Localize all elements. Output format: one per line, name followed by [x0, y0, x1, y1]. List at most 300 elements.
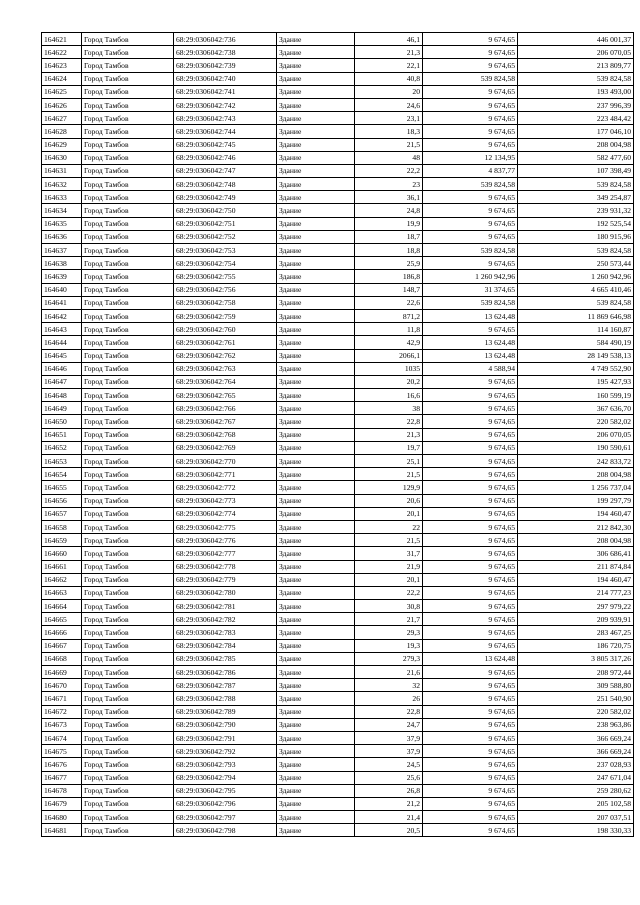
object-type-cell: Здание	[277, 98, 355, 111]
cadastral-number-cell: 68:29:0306042:750	[174, 204, 277, 217]
locality-cell: Город Тамбов	[82, 138, 174, 151]
table-row	[42, 441, 634, 454]
cadastral-number-cell: 68:29:0306042:785	[174, 652, 277, 665]
cadastral-value-cell: 11 869 646,98	[518, 309, 634, 322]
area-cell: 19,7	[355, 441, 423, 454]
object-type-cell: Здание	[277, 692, 355, 705]
row-number-cell: 164644	[42, 336, 82, 349]
table-row	[42, 362, 634, 375]
table-row	[42, 639, 634, 652]
table-row	[42, 85, 634, 98]
cadastral-number-cell: 68:29:0306042:758	[174, 296, 277, 309]
cadastral-value-cell: 195 427,93	[518, 375, 634, 388]
locality-cell: Город Тамбов	[82, 33, 174, 46]
cadastral-number-cell: 68:29:0306042:796	[174, 797, 277, 810]
row-number-cell: 164642	[42, 309, 82, 322]
row-number-cell: 164646	[42, 362, 82, 375]
cadastral-value-cell: 208 004,98	[518, 138, 634, 151]
object-type-cell: Здание	[277, 33, 355, 46]
object-type-cell: Здание	[277, 520, 355, 533]
locality-cell: Город Тамбов	[82, 784, 174, 797]
cadastral-value-cell: 192 525,54	[518, 217, 634, 230]
area-cell: 22,8	[355, 705, 423, 718]
unit-value-cell: 9 674,65	[423, 59, 518, 72]
cadastral-number-cell: 68:29:0306042:774	[174, 507, 277, 520]
unit-value-cell: 539 824,58	[423, 72, 518, 85]
cadastral-value-cell: 220 582,02	[518, 705, 634, 718]
unit-value-cell: 9 674,65	[423, 138, 518, 151]
area-cell: 25,9	[355, 257, 423, 270]
locality-cell: Город Тамбов	[82, 797, 174, 810]
object-type-cell: Здание	[277, 336, 355, 349]
table-row	[42, 481, 634, 494]
table-row	[42, 560, 634, 573]
table-row	[42, 626, 634, 639]
area-cell: 20,1	[355, 507, 423, 520]
object-type-cell: Здание	[277, 652, 355, 665]
row-number-cell: 164648	[42, 389, 82, 402]
table-row	[42, 679, 634, 692]
row-number-cell: 164624	[42, 72, 82, 85]
cadastral-value-cell: 247 671,04	[518, 771, 634, 784]
unit-value-cell: 9 674,65	[423, 560, 518, 573]
cadastral-number-cell: 68:29:0306042:768	[174, 428, 277, 441]
table-row	[42, 415, 634, 428]
area-cell: 16,6	[355, 389, 423, 402]
table-row	[42, 771, 634, 784]
table-row	[42, 745, 634, 758]
locality-cell: Город Тамбов	[82, 811, 174, 824]
cadastral-number-cell: 68:29:0306042:781	[174, 600, 277, 613]
unit-value-cell: 9 674,65	[423, 468, 518, 481]
cadastral-number-cell: 68:29:0306042:739	[174, 59, 277, 72]
locality-cell: Город Тамбов	[82, 547, 174, 560]
unit-value-cell: 9 674,65	[423, 455, 518, 468]
locality-cell: Город Тамбов	[82, 375, 174, 388]
unit-value-cell: 9 674,65	[423, 98, 518, 111]
row-number-cell: 164634	[42, 204, 82, 217]
cadastral-value-cell: 213 809,77	[518, 59, 634, 72]
unit-value-cell: 9 674,65	[423, 520, 518, 533]
locality-cell: Город Тамбов	[82, 428, 174, 441]
area-cell: 24,7	[355, 718, 423, 731]
object-type-cell: Здание	[277, 441, 355, 454]
cadastral-number-cell: 68:29:0306042:773	[174, 494, 277, 507]
cadastral-value-cell: 206 070,05	[518, 46, 634, 59]
cadastral-number-cell: 68:29:0306042:738	[174, 46, 277, 59]
area-cell: 22,6	[355, 296, 423, 309]
area-cell: 42,9	[355, 336, 423, 349]
row-number-cell: 164669	[42, 666, 82, 679]
row-number-cell: 164660	[42, 547, 82, 560]
unit-value-cell: 9 674,65	[423, 797, 518, 810]
unit-value-cell: 9 674,65	[423, 692, 518, 705]
table-row	[42, 230, 634, 243]
object-type-cell: Здание	[277, 204, 355, 217]
locality-cell: Город Тамбов	[82, 586, 174, 599]
locality-cell: Город Тамбов	[82, 402, 174, 415]
object-type-cell: Здание	[277, 586, 355, 599]
table-row	[42, 534, 634, 547]
row-number-cell: 164680	[42, 811, 82, 824]
locality-cell: Город Тамбов	[82, 771, 174, 784]
cadastral-value-cell: 160 599,19	[518, 389, 634, 402]
table-row	[42, 600, 634, 613]
cadastral-number-cell: 68:29:0306042:797	[174, 811, 277, 824]
row-number-cell: 164625	[42, 85, 82, 98]
cadastral-value-table	[41, 32, 634, 837]
object-type-cell: Здание	[277, 59, 355, 72]
area-cell: 18,8	[355, 244, 423, 257]
table-row	[42, 164, 634, 177]
area-cell: 36,1	[355, 191, 423, 204]
locality-cell: Город Тамбов	[82, 244, 174, 257]
row-number-cell: 164671	[42, 692, 82, 705]
locality-cell: Город Тамбов	[82, 309, 174, 322]
area-cell: 26,8	[355, 784, 423, 797]
unit-value-cell: 9 674,65	[423, 613, 518, 626]
row-number-cell: 164670	[42, 679, 82, 692]
locality-cell: Город Тамбов	[82, 230, 174, 243]
row-number-cell: 164639	[42, 270, 82, 283]
object-type-cell: Здание	[277, 72, 355, 85]
table-row	[42, 455, 634, 468]
unit-value-cell: 9 674,65	[423, 705, 518, 718]
unit-value-cell: 9 674,65	[423, 666, 518, 679]
area-cell: 37,9	[355, 731, 423, 744]
locality-cell: Город Тамбов	[82, 692, 174, 705]
table-row	[42, 257, 634, 270]
locality-cell: Город Тамбов	[82, 666, 174, 679]
unit-value-cell: 9 674,65	[423, 191, 518, 204]
row-number-cell: 164650	[42, 415, 82, 428]
locality-cell: Город Тамбов	[82, 520, 174, 533]
cadastral-number-cell: 68:29:0306042:765	[174, 389, 277, 402]
cadastral-value-cell: 539 824,58	[518, 72, 634, 85]
locality-cell: Город Тамбов	[82, 151, 174, 164]
table-row	[42, 428, 634, 441]
table-row	[42, 494, 634, 507]
cadastral-value-cell: 539 824,58	[518, 296, 634, 309]
locality-cell: Город Тамбов	[82, 415, 174, 428]
object-type-cell: Здание	[277, 731, 355, 744]
area-cell: 40,8	[355, 72, 423, 85]
cadastral-value-cell: 584 490,19	[518, 336, 634, 349]
cadastral-number-cell: 68:29:0306042:751	[174, 217, 277, 230]
unit-value-cell: 9 674,65	[423, 125, 518, 138]
cadastral-value-cell: 190 590,61	[518, 441, 634, 454]
area-cell: 37,9	[355, 745, 423, 758]
locality-cell: Город Тамбов	[82, 164, 174, 177]
locality-cell: Город Тамбов	[82, 270, 174, 283]
cadastral-number-cell: 68:29:0306042:778	[174, 560, 277, 573]
area-cell: 23,1	[355, 112, 423, 125]
area-cell: 20,2	[355, 375, 423, 388]
row-number-cell: 164678	[42, 784, 82, 797]
object-type-cell: Здание	[277, 547, 355, 560]
area-cell: 46,1	[355, 33, 423, 46]
object-type-cell: Здание	[277, 164, 355, 177]
table-row	[42, 784, 634, 797]
unit-value-cell: 9 674,65	[423, 771, 518, 784]
table-row	[42, 507, 634, 520]
cadastral-number-cell: 68:29:0306042:746	[174, 151, 277, 164]
locality-cell: Город Тамбов	[82, 217, 174, 230]
cadastral-value-cell: 4 749 552,90	[518, 362, 634, 375]
locality-cell: Город Тамбов	[82, 336, 174, 349]
table-row	[42, 59, 634, 72]
area-cell: 186,8	[355, 270, 423, 283]
object-type-cell: Здание	[277, 494, 355, 507]
locality-cell: Город Тамбов	[82, 573, 174, 586]
object-type-cell: Здание	[277, 375, 355, 388]
table-row	[42, 244, 634, 257]
table-row	[42, 573, 634, 586]
object-type-cell: Здание	[277, 534, 355, 547]
cadastral-number-cell: 68:29:0306042:747	[174, 164, 277, 177]
cadastral-value-cell: 180 915,96	[518, 230, 634, 243]
table-row	[42, 692, 634, 705]
area-cell: 22,2	[355, 164, 423, 177]
object-type-cell: Здание	[277, 428, 355, 441]
object-type-cell: Здание	[277, 639, 355, 652]
row-number-cell: 164676	[42, 758, 82, 771]
locality-cell: Город Тамбов	[82, 85, 174, 98]
row-number-cell: 164663	[42, 586, 82, 599]
unit-value-cell: 9 674,65	[423, 639, 518, 652]
cadastral-number-cell: 68:29:0306042:764	[174, 375, 277, 388]
locality-cell: Город Тамбов	[82, 758, 174, 771]
locality-cell: Город Тамбов	[82, 389, 174, 402]
cadastral-value-cell: 199 297,79	[518, 494, 634, 507]
table-row	[42, 613, 634, 626]
locality-cell: Город Тамбов	[82, 639, 174, 652]
cadastral-number-cell: 68:29:0306042:769	[174, 441, 277, 454]
unit-value-cell: 9 674,65	[423, 481, 518, 494]
object-type-cell: Здание	[277, 296, 355, 309]
table-row	[42, 824, 634, 837]
unit-value-cell: 4 588,94	[423, 362, 518, 375]
unit-value-cell: 9 674,65	[423, 600, 518, 613]
object-type-cell: Здание	[277, 283, 355, 296]
table-row	[42, 349, 634, 362]
row-number-cell: 164637	[42, 244, 82, 257]
cadastral-value-cell: 198 330,33	[518, 824, 634, 837]
cadastral-number-cell: 68:29:0306042:766	[174, 402, 277, 415]
object-type-cell: Здание	[277, 758, 355, 771]
table-row	[42, 112, 634, 125]
table-row	[42, 652, 634, 665]
row-number-cell: 164647	[42, 375, 82, 388]
unit-value-cell: 9 674,65	[423, 33, 518, 46]
table-row	[42, 33, 634, 46]
row-number-cell: 164643	[42, 323, 82, 336]
unit-value-cell: 9 674,65	[423, 217, 518, 230]
area-cell: 21,3	[355, 428, 423, 441]
area-cell: 21,9	[355, 560, 423, 573]
row-number-cell: 164623	[42, 59, 82, 72]
row-number-cell: 164672	[42, 705, 82, 718]
unit-value-cell: 539 824,58	[423, 178, 518, 191]
unit-value-cell: 9 674,65	[423, 375, 518, 388]
object-type-cell: Здание	[277, 824, 355, 837]
cadastral-number-cell: 68:29:0306042:748	[174, 178, 277, 191]
unit-value-cell: 9 674,65	[423, 758, 518, 771]
row-number-cell: 164653	[42, 455, 82, 468]
unit-value-cell: 12 134,95	[423, 151, 518, 164]
unit-value-cell: 9 674,65	[423, 586, 518, 599]
row-number-cell: 164679	[42, 797, 82, 810]
document-page	[41, 32, 631, 837]
area-cell: 18,7	[355, 230, 423, 243]
table-row	[42, 586, 634, 599]
cadastral-number-cell: 68:29:0306042:755	[174, 270, 277, 283]
locality-cell: Город Тамбов	[82, 257, 174, 270]
locality-cell: Город Тамбов	[82, 349, 174, 362]
object-type-cell: Здание	[277, 613, 355, 626]
locality-cell: Город Тамбов	[82, 481, 174, 494]
row-number-cell: 164658	[42, 520, 82, 533]
locality-cell: Город Тамбов	[82, 560, 174, 573]
cadastral-value-cell: 349 254,87	[518, 191, 634, 204]
cadastral-number-cell: 68:29:0306042:798	[174, 824, 277, 837]
cadastral-value-cell: 212 842,30	[518, 520, 634, 533]
cadastral-value-cell: 194 460,47	[518, 573, 634, 586]
cadastral-number-cell: 68:29:0306042:779	[174, 573, 277, 586]
unit-value-cell: 9 674,65	[423, 718, 518, 731]
object-type-cell: Здание	[277, 217, 355, 230]
object-type-cell: Здание	[277, 600, 355, 613]
object-type-cell: Здание	[277, 323, 355, 336]
row-number-cell: 164666	[42, 626, 82, 639]
cadastral-number-cell: 68:29:0306042:780	[174, 586, 277, 599]
cadastral-number-cell: 68:29:0306042:767	[174, 415, 277, 428]
table-row	[42, 797, 634, 810]
cadastral-value-cell: 208 004,98	[518, 534, 634, 547]
cadastral-value-cell: 582 477,60	[518, 151, 634, 164]
unit-value-cell: 9 674,65	[423, 46, 518, 59]
locality-cell: Город Тамбов	[82, 125, 174, 138]
cadastral-value-cell: 4 665 410,46	[518, 283, 634, 296]
unit-value-cell: 9 674,65	[423, 428, 518, 441]
row-number-cell: 164638	[42, 257, 82, 270]
row-number-cell: 164630	[42, 151, 82, 164]
table-row	[42, 811, 634, 824]
object-type-cell: Здание	[277, 771, 355, 784]
locality-cell: Город Тамбов	[82, 283, 174, 296]
cadastral-value-cell: 193 493,00	[518, 85, 634, 98]
table-row	[42, 731, 634, 744]
area-cell: 21,6	[355, 666, 423, 679]
locality-cell: Город Тамбов	[82, 98, 174, 111]
row-number-cell: 164661	[42, 560, 82, 573]
cadastral-value-cell: 1 256 737,04	[518, 481, 634, 494]
unit-value-cell: 9 674,65	[423, 112, 518, 125]
locality-cell: Город Тамбов	[82, 600, 174, 613]
table-row	[42, 270, 634, 283]
cadastral-number-cell: 68:29:0306042:795	[174, 784, 277, 797]
table-row	[42, 718, 634, 731]
area-cell: 23	[355, 178, 423, 191]
area-cell: 21,3	[355, 46, 423, 59]
cadastral-number-cell: 68:29:0306042:771	[174, 468, 277, 481]
cadastral-value-cell: 177 046,10	[518, 125, 634, 138]
unit-value-cell: 539 824,58	[423, 296, 518, 309]
object-type-cell: Здание	[277, 666, 355, 679]
table-row	[42, 178, 634, 191]
object-type-cell: Здание	[277, 468, 355, 481]
cadastral-value-cell: 205 102,58	[518, 797, 634, 810]
table-row	[42, 283, 634, 296]
cadastral-value-cell: 259 280,62	[518, 784, 634, 797]
cadastral-value-cell: 186 720,75	[518, 639, 634, 652]
cadastral-number-cell: 68:29:0306042:741	[174, 85, 277, 98]
object-type-cell: Здание	[277, 797, 355, 810]
area-cell: 25,6	[355, 771, 423, 784]
unit-value-cell: 539 824,58	[423, 244, 518, 257]
area-cell: 26	[355, 692, 423, 705]
cadastral-number-cell: 68:29:0306042:763	[174, 362, 277, 375]
cadastral-number-cell: 68:29:0306042:736	[174, 33, 277, 46]
unit-value-cell: 9 674,65	[423, 731, 518, 744]
row-number-cell: 164622	[42, 46, 82, 59]
cadastral-value-cell: 214 777,23	[518, 586, 634, 599]
unit-value-cell: 4 837,77	[423, 164, 518, 177]
cadastral-value-cell: 366 669,24	[518, 731, 634, 744]
locality-cell: Город Тамбов	[82, 613, 174, 626]
area-cell: 11,8	[355, 323, 423, 336]
unit-value-cell: 9 674,65	[423, 257, 518, 270]
area-cell: 21,2	[355, 797, 423, 810]
cadastral-number-cell: 68:29:0306042:791	[174, 731, 277, 744]
cadastral-number-cell: 68:29:0306042:761	[174, 336, 277, 349]
locality-cell: Город Тамбов	[82, 745, 174, 758]
locality-cell: Город Тамбов	[82, 626, 174, 639]
cadastral-value-cell: 209 939,91	[518, 613, 634, 626]
row-number-cell: 164667	[42, 639, 82, 652]
locality-cell: Город Тамбов	[82, 362, 174, 375]
row-number-cell: 164632	[42, 178, 82, 191]
object-type-cell: Здание	[277, 112, 355, 125]
row-number-cell: 164631	[42, 164, 82, 177]
unit-value-cell: 9 674,65	[423, 494, 518, 507]
unit-value-cell: 13 624,48	[423, 349, 518, 362]
cadastral-number-cell: 68:29:0306042:784	[174, 639, 277, 652]
row-number-cell: 164655	[42, 481, 82, 494]
row-number-cell: 164675	[42, 745, 82, 758]
cadastral-number-cell: 68:29:0306042:789	[174, 705, 277, 718]
cadastral-number-cell: 68:29:0306042:749	[174, 191, 277, 204]
unit-value-cell: 9 674,65	[423, 204, 518, 217]
unit-value-cell: 9 674,65	[423, 389, 518, 402]
area-cell: 20,1	[355, 573, 423, 586]
table-row	[42, 468, 634, 481]
unit-value-cell: 9 674,65	[423, 441, 518, 454]
object-type-cell: Здание	[277, 402, 355, 415]
row-number-cell: 164674	[42, 731, 82, 744]
area-cell: 30,8	[355, 600, 423, 613]
cadastral-number-cell: 68:29:0306042:759	[174, 309, 277, 322]
table-row	[42, 125, 634, 138]
unit-value-cell: 9 674,65	[423, 507, 518, 520]
cadastral-number-cell: 68:29:0306042:752	[174, 230, 277, 243]
locality-cell: Город Тамбов	[82, 534, 174, 547]
object-type-cell: Здание	[277, 349, 355, 362]
table-row	[42, 547, 634, 560]
locality-cell: Город Тамбов	[82, 46, 174, 59]
area-cell: 129,9	[355, 481, 423, 494]
cadastral-number-cell: 68:29:0306042:743	[174, 112, 277, 125]
